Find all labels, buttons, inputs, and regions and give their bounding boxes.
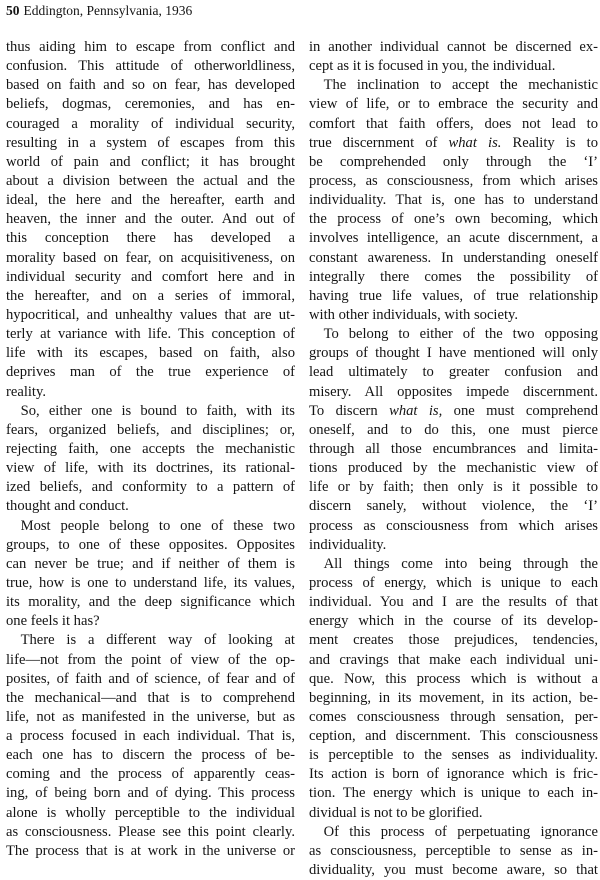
text-line: ized beliefs, and conformity to a pattern of xyxy=(6,479,295,496)
text-line: thus aiding him to escape from conflict and xyxy=(6,39,295,55)
text-line: ment creates those prejudices, tendencies, xyxy=(309,632,598,649)
text-line: based on faith and so on fear, has developed xyxy=(6,77,295,94)
text-line: beliefs, dogmas, ceremonies, and has en- xyxy=(6,96,295,113)
text-line: confusion. This attitude of otherworldliness, xyxy=(6,58,295,75)
text-line: posites, of faith and of science, of fear and of xyxy=(6,670,295,687)
text-line: this conception there has developed a xyxy=(6,230,295,247)
text-line: lead ultimately to greater confusion and xyxy=(309,364,598,381)
text-line: about a division between the actual and the xyxy=(6,172,295,189)
text-line: is perceptible to the senses as individuality. xyxy=(309,747,598,764)
text-line: que. Now, this process which is without a xyxy=(309,670,598,687)
text-line: involves intelligence, an acute discernment, a xyxy=(309,230,598,247)
text-line: process, as consciousness, from which arises xyxy=(309,172,598,189)
text-line: heaven, the inner and the outer. And out of xyxy=(6,211,295,228)
left-text-column xyxy=(6,38,295,861)
text-line: dividuality, you must become aware, so that xyxy=(309,862,598,879)
text-line: hypocritical, and unhealthy values that are ut- xyxy=(6,306,295,323)
text-line: There is a different way of looking at xyxy=(6,632,295,649)
text-line: view of life, with its doctrines, its rational- xyxy=(6,460,295,477)
text-line: rejecting faith, one accepts the mechanistic xyxy=(6,440,295,457)
text-line: through all those encumbrances and limita- xyxy=(309,440,598,457)
text-line: ing, of being born and of dying. This process xyxy=(6,785,295,802)
text-line: coming and the process of apparently ceas- xyxy=(6,766,295,783)
text-line: life or by faith; then only is it possible to xyxy=(309,479,598,496)
text-line: Of this process of perpetuating ignorance xyxy=(309,823,598,840)
text-line: true discernment of what is. Reality is to xyxy=(309,134,598,151)
text-line: tion. The energy which is unique to each in- xyxy=(309,785,598,802)
text-line: groups, to one of these opposites. Opposites xyxy=(6,536,295,553)
text-line: and cravings that make each individual uni- xyxy=(309,651,598,668)
text-line: world of pain and conflict; it has brought xyxy=(6,153,295,170)
text-line: discern sanely, without violence, the ‘I’ xyxy=(309,498,598,515)
text-line: resulting in a system of escapes from this xyxy=(6,134,295,151)
text-line: as consciousness, perceptible to sense as in- xyxy=(309,842,598,859)
text-line: each one has to discern the process of be- xyxy=(6,747,295,764)
text-line: true, how is one to understand life, its values, xyxy=(6,574,295,591)
right-text-column xyxy=(309,38,598,880)
page-number: 50 xyxy=(6,3,20,18)
text-line: couraged a morality of individual security, xyxy=(6,115,295,132)
text-line: So, either one is bound to faith, with its xyxy=(6,402,295,419)
text-line: fears, organized beliefs, and disciplines; or, xyxy=(6,421,295,438)
text-line: deprives man of the true experience of xyxy=(6,364,295,381)
text-line: Most people belong to one of these two xyxy=(6,517,295,534)
text-line: a process focused in each individual. That is, xyxy=(6,728,295,745)
text-line: terly at variance with life. This conception of xyxy=(6,326,295,343)
text-line: one feels it has? xyxy=(6,613,100,630)
text-line: the mechanical—and that is to comprehend xyxy=(6,689,295,706)
text-line: life—not from the point of view of the op- xyxy=(6,651,295,668)
text-line: view of life, or to embrace the security and xyxy=(309,96,598,113)
text-line: having true life values, of true relationship xyxy=(309,287,598,304)
text-line: in another individual cannot be discerned ex- xyxy=(309,39,598,55)
text-line: its morality, and the deep significance which xyxy=(6,594,295,611)
text-line: with other individuals, with society. xyxy=(309,306,519,323)
text-line: process as consciousness from which arises xyxy=(309,517,598,534)
text-line: integrally there comes the possibility of xyxy=(309,268,598,285)
text-line: Its action is born of ignorance which is fric- xyxy=(309,766,598,783)
text-line: constant awareness. In understanding oneself xyxy=(309,249,598,266)
text-line: individuality. That is, one has to understand xyxy=(309,192,598,209)
text-line: life, not as manifested in the universe, but as xyxy=(6,708,295,725)
text-line: misery. All opposites impede discernment. xyxy=(309,383,598,400)
running-title: Eddington, Pennsylvania, 1936 xyxy=(23,3,193,18)
text-line: reality. xyxy=(6,383,46,400)
text-line: individual security and comfort here and in xyxy=(6,268,295,285)
text-line: The inclination to accept the mechanistic xyxy=(309,77,598,94)
text-line: the process of one’s own becoming, which xyxy=(309,211,598,228)
text-line: can never be true; and if neither of them is xyxy=(6,555,295,572)
running-header xyxy=(6,2,192,20)
text-line: ideal, the here and the hereafter, earth and xyxy=(6,192,295,209)
text-line: To belong to either of the two opposing xyxy=(309,326,598,343)
text-line: ception, and discernment. This consciousness xyxy=(309,728,598,745)
text-line: individuality. xyxy=(309,536,387,553)
text-line: groups of thought I have mentioned will only xyxy=(309,345,598,362)
text-line: oneself, and to do this, one must pierce xyxy=(309,421,598,438)
text-line: process of energy, which is unique to each xyxy=(309,574,598,591)
text-line: The process that is at work in the universe or xyxy=(6,842,295,859)
text-line: alone is wholly perceptible to the individual xyxy=(6,804,295,821)
text-line: cept as it is focused in you, the individual. xyxy=(309,58,556,75)
text-line: energy which in the course of its develop- xyxy=(309,613,598,630)
text-line: be comprehended only through the ‘I’ xyxy=(309,153,598,170)
text-line: life with its escapes, based on faith, also xyxy=(6,345,295,362)
text-line: To discern what is, one must comprehend xyxy=(309,402,598,419)
text-line: tions produced by the mechanistic view of xyxy=(309,460,598,477)
text-line: individual. You and I are the results of that xyxy=(309,594,598,611)
text-line: comfort that faith offers, does not lead to xyxy=(309,115,598,132)
text-line: All things come into being through the xyxy=(309,555,598,572)
text-line: as consciousness. Please see this point clearly. xyxy=(6,823,295,840)
text-line: dividual is not to be glorified. xyxy=(309,804,483,821)
text-line: the hereafter, and on a series of immoral, xyxy=(6,287,295,304)
text-line: comes consciousness through sensation, per- xyxy=(309,708,598,725)
text-line: thought and conduct. xyxy=(6,498,129,515)
text-line: beginning, in its movement, in its action, be- xyxy=(309,689,598,706)
text-line: morality based on fear, on acquisitiveness, on xyxy=(6,249,295,266)
